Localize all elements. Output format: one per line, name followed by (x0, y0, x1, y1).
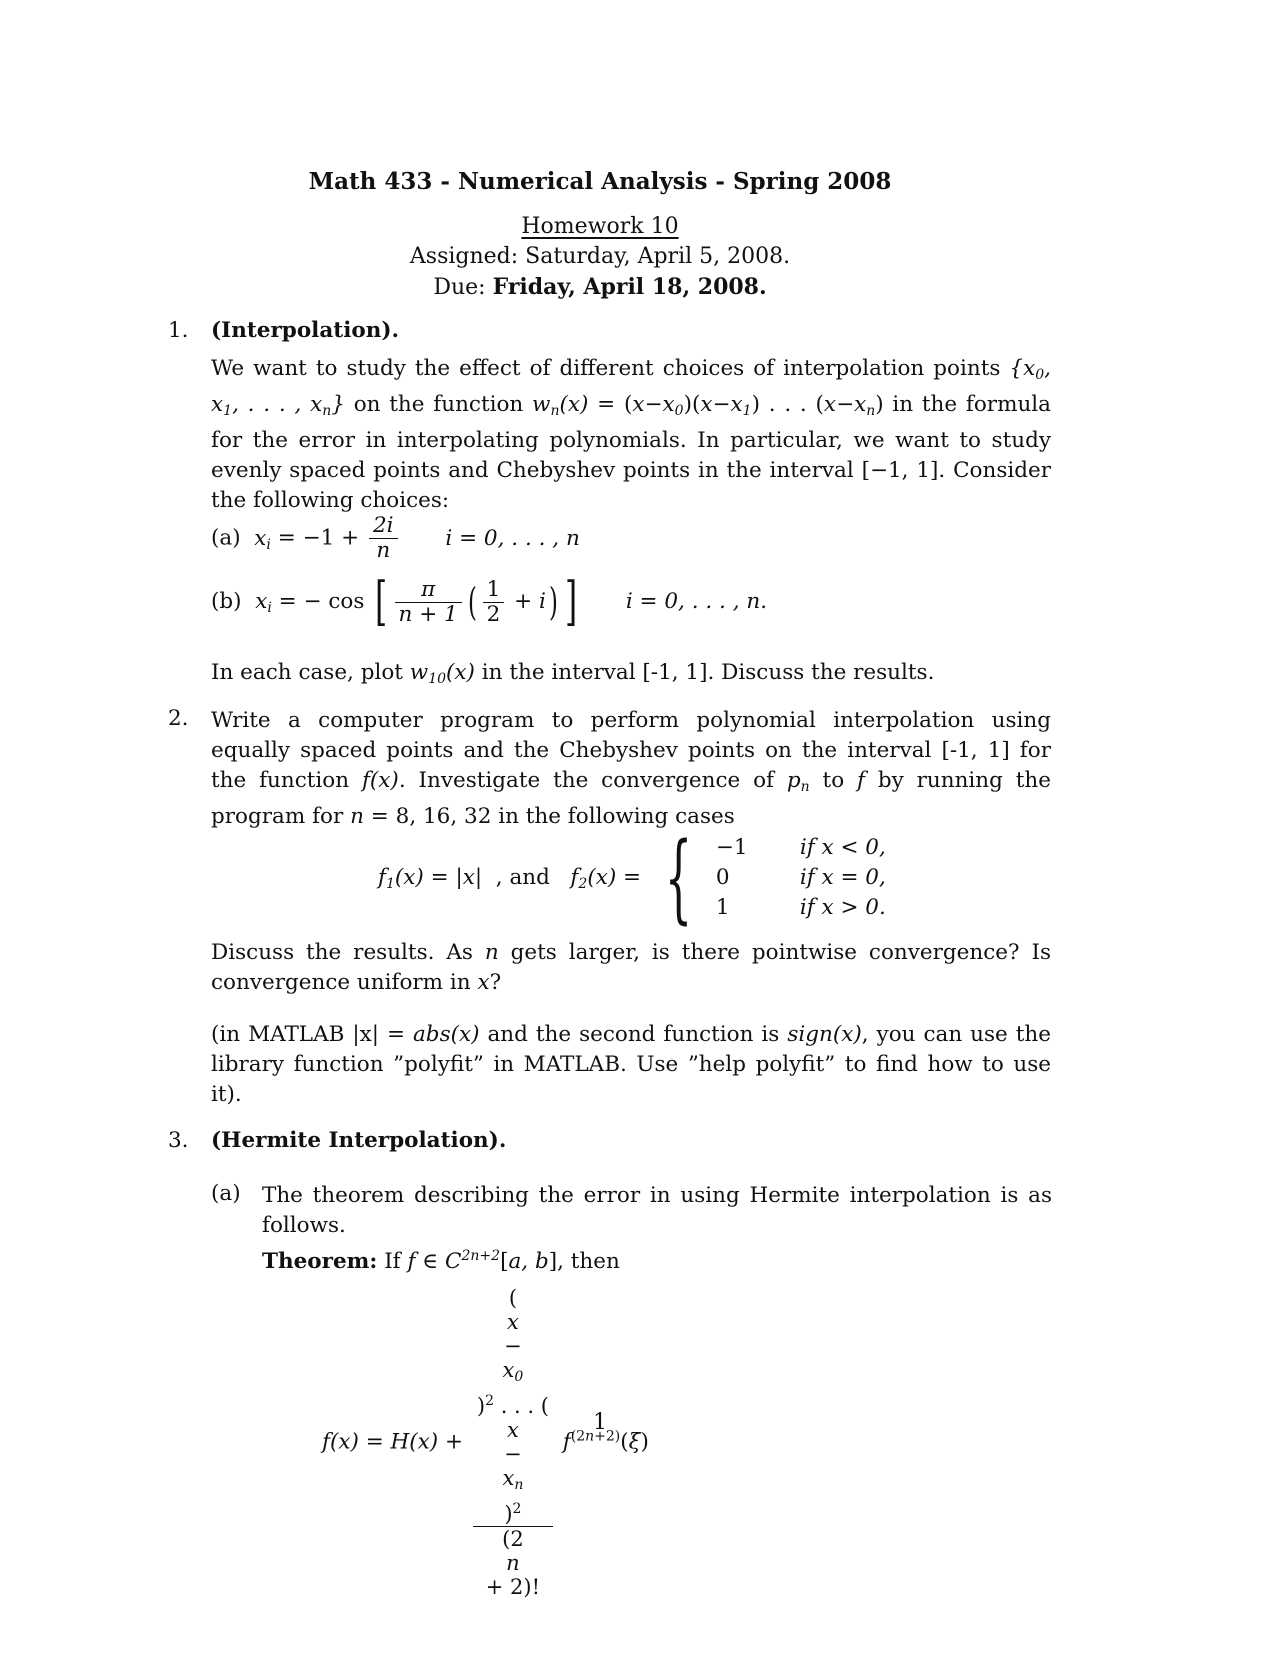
problem-2-discussion: Discuss the results. As n gets larger, is there pointwise convergence? Is convergence uniform in x? (211, 940, 1051, 995)
problem-1-intro: We want to study the effect of different choices of interpolation points {$x_0$, $x_1$, . . . , $x_n$} on the function $w_n(x) = (x-x_0)(x-x_1)$ . . . $(x-x_n)$ in the formula for the error in interpolating polynomials. In particular, we want to study evenly spaced points and Chebyshev points in the interval [−1, 1]. Consider the following choices: (211, 356, 1052, 513)
problem-1-heading: (Interpolation). (211, 318, 399, 343)
problem-3-heading: (Hermite Interpolation). (211, 1128, 507, 1153)
problem-2-number: 2. (168, 706, 189, 731)
hermite-error-formula: f(x) = H(x) + ( x − $x_0$ )$^2$ . . . ( x − $x_n$ )$^2$ (2 n + 2)! $f^{(2n+2)}(\xi)$ (322, 1286, 649, 1599)
function-definitions: $f_1(x) = |x|$ , and $f_2(x)$ = { −1 if x < 0, 0 if x = 0, 1 if x > 0. (378, 830, 896, 926)
choice-b: (b) $x_i$ = − cos [ $\frac{\pi}{n + 1}$ ( $\frac{1}{2}$ + i) ] i = 0, . . . , n. (211, 572, 768, 632)
due-date: Friday, April 18, 2008. (492, 274, 767, 300)
assigned-date: Assigned: Saturday, April 5, 2008. (409, 244, 791, 269)
due-label: Due: (433, 275, 486, 300)
problem-2-matlab-note: (in MATLAB |x| = abs(x) and the second function is sign(x), you can use the library function ”polyfit” in MATLAB. Use ”help polyfit” to find how to use it). (211, 1022, 1051, 1107)
theorem-label: Theorem: (262, 1249, 378, 1274)
due-date-line (0, 274, 1200, 300)
course-title: Math 433 - Numerical Analysis - Spring 2008 (308, 168, 892, 195)
problem-1-number: 1. (168, 318, 189, 343)
homework-title: Homework 10 (521, 214, 679, 239)
piecewise-cases: −1 if x < 0, 0 if x = 0, 1 if x > 0. (715, 835, 886, 920)
problem-3-a-text: The theorem describing the error in using Hermite interpolation is as follows. Theorem: If f ∈ $C^{2n+2}[a$, b], then (262, 1183, 1052, 1274)
page-number: 1 (593, 1410, 607, 1435)
problem-2-text: Write a computer program to perform polynomial interpolation using equally spaced points and the Chebyshev points on the interval [-1, 1] for the function f(x). Investigate the convergence of $p_n$ to f by running the program for n = 8, 16, 32 in the following cases (211, 708, 1051, 829)
problem-3-number: 3. (168, 1128, 189, 1153)
choice-a: (a) $x_i = -1$ + $\frac{2i}{n}$ i = 0, . . . , n (211, 513, 580, 563)
problem-1-closing: In each case, plot $w_{10}(x)$ in the interval [-1, 1]. Discuss the results. (211, 660, 935, 687)
problem-3-a-label: (a) (211, 1181, 241, 1206)
